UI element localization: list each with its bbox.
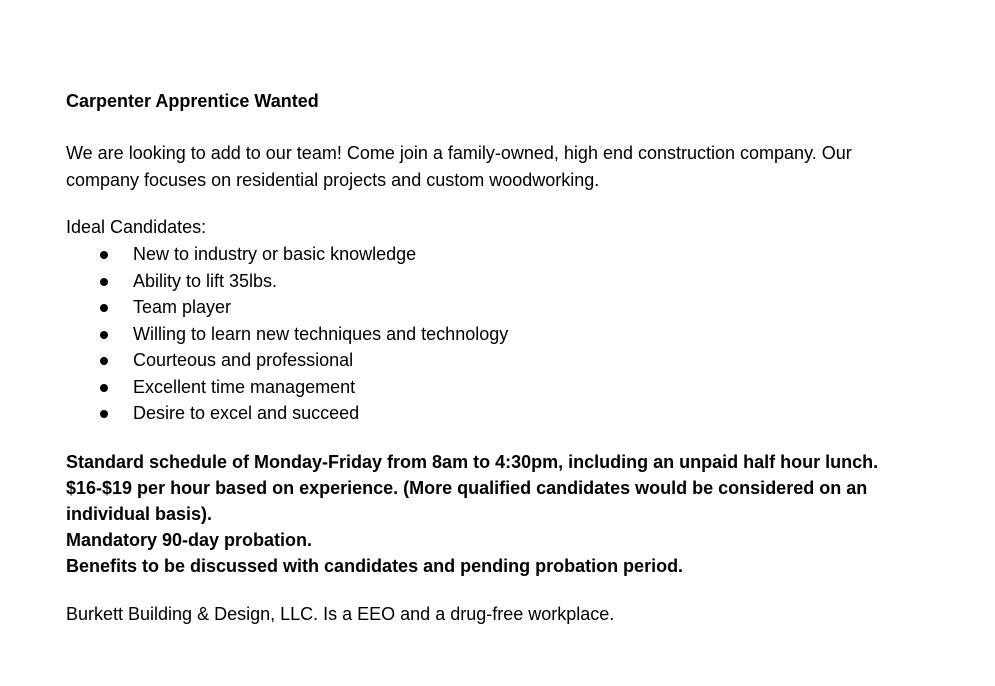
bullet-icon bbox=[100, 251, 108, 259]
list-item-text: Team player bbox=[133, 297, 232, 317]
candidates-list bbox=[66, 241, 766, 427]
list-item bbox=[66, 374, 766, 401]
probation-text: Mandatory 90-day probation. bbox=[66, 530, 313, 550]
job-details-section bbox=[66, 449, 946, 579]
intro-paragraph bbox=[66, 140, 936, 194]
list-item-text: Desire to excel and succeed bbox=[133, 403, 360, 423]
list-item-text: Courteous and professional bbox=[133, 350, 354, 370]
intro-line: company focuses on residential projects and custom woodworking. bbox=[66, 170, 600, 190]
ideal-candidates-section bbox=[66, 214, 766, 427]
list-item-text: Excellent time management bbox=[133, 376, 356, 397]
list-item-text: Willing to learn new techniques and technology bbox=[133, 323, 509, 344]
company-footer: Burkett Building & Design, LLC. Is a EEO and a drug-free workplace. bbox=[66, 604, 615, 624]
intro-line: We are looking to add to our team! Come join a family-owned, high end construction company. Our bbox=[66, 143, 852, 163]
list-item bbox=[66, 400, 766, 427]
list-item-text: New to industry or basic knowledge bbox=[133, 244, 417, 264]
list-item bbox=[66, 268, 766, 295]
list-item bbox=[66, 241, 766, 268]
list-item-text: Ability to lift 35lbs. bbox=[133, 270, 278, 291]
list-item bbox=[66, 321, 766, 348]
list-item bbox=[66, 294, 766, 321]
list-item bbox=[66, 347, 766, 374]
job-title: Carpenter Apprentice Wanted bbox=[66, 91, 319, 111]
schedule-text: Standard schedule of Monday-Friday from 8am to 4:30pm, including an unpaid half hour lunch. bbox=[66, 452, 879, 472]
benefits-text: Benefits to be discussed with candidates and pending probation period. bbox=[66, 556, 684, 576]
bullet-icon bbox=[100, 278, 108, 286]
bullet-icon bbox=[100, 331, 108, 339]
bullet-icon bbox=[100, 410, 108, 418]
bullet-icon bbox=[100, 384, 108, 392]
pay-text: $16-$19 per hour based on experience. (More qualified candidates would be considered on an bbox=[66, 478, 868, 498]
bullet-icon bbox=[100, 357, 108, 365]
candidates-heading: Ideal Candidates: bbox=[66, 217, 207, 237]
pay-text-continued: individual basis). bbox=[66, 504, 213, 524]
bullet-icon bbox=[100, 304, 108, 312]
